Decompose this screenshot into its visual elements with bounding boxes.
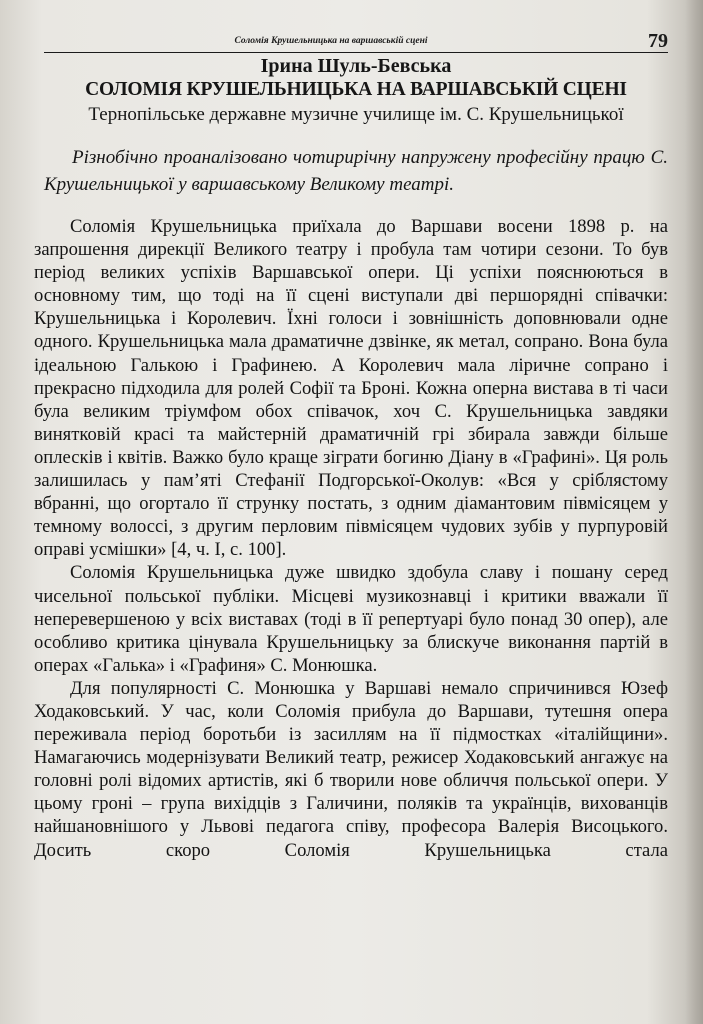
article-body — [34, 215, 668, 862]
article-title: СОЛОМІЯ КРУШЕЛЬНИЦЬКА НА ВАРШАВСЬКІЙ СЦЕНІ — [85, 79, 627, 100]
body-paragraph: Соломія Крушельницька дуже швидко здобула славу і пошану серед чисельної польської публіки. Місцеві музикознавці і критики вважали її неперевершеною у всіх виставах (тоді в її репертуарі було понад 30 опер), але особливо критика цінувала Крушельницьку за блискуче виконання партій в операх «Галька» і «Графиня» С. Монюшка. — [34, 562, 668, 676]
running-head-title: Соломія Крушельницька на варшавській сцені — [234, 36, 428, 46]
article-abstract: Різнобічно проаналізовано чотирирічну напружену професійну працю С. Крушельницької у варшавському Великому театрі. — [44, 147, 668, 195]
page-number: 79 — [648, 30, 668, 52]
article-affiliation: Тернопільське державне музичне училище ім. С. Крушельницької — [88, 104, 624, 125]
page-edge-shadow — [685, 0, 703, 1024]
body-paragraph: Для популярності С. Монюшка у Варшаві немало спричинився Юзеф Ходаковський. У час, коли Соломія прибула до Варшави, тутешня опера переживала період боротьби із засиллям на її підмостках «італійщини». Намагаючись модернізувати Великий театр, режисер Ходаковський ангажує на головні ролі відомих артистів, які б творили нове обличчя польської опери. У цьому гроні – група вихідців з Галичини, поляків та українців, вихованців найшановнішого у Львові педагога співу, професора Валерія Висоцького. Досить скоро Соломія Крушельницька стала — [34, 677, 668, 861]
running-head — [44, 30, 668, 53]
article-header — [44, 54, 668, 128]
body-paragraph: Соломія Крушельницька приїхала до Варшави восени 1898 р. на запрошення дирекції Великого театру і пробула там чотири сезони. То був період великих успіхів Варшавської опери. Ці успіхи пояснюються в основному тим, що тоді на її сцені виступали дві першорядні співачки: Крушельницька і Королевич. Їхні голоси і зовнішність доповнювали одне одного. Крушельницька мала драматичне дзвінке, як метал, сопрано. Вона була ідеальною Галькою і Графинею. А Королевич мала ліричне сопрано і прекрасно підходила для ролей Софії та Броні. Кожна оперна вистава в ті часи була великим тріумфом обох співачок, хоч С. Крушельницька завдяки винятковій красі та майстерній драматичній грі збирала завжди більше оплесків і квітів. Важко було краще зіграти богиню Діану в «Графині». Ця роль залишилась у пам’яті Стефанії Подгорської-Околув: «Вся у сріблястому вбранні, що огортало її струнку постать, з одним діамантовим півмісяцем у темному волоссі, з другим перловим півмісяцем чудових зубів у пурпуровій оправі усмішки» [4, ч. І, с. 100]. — [34, 216, 668, 561]
article-author: Ірина Шуль-Бевська — [260, 55, 452, 77]
